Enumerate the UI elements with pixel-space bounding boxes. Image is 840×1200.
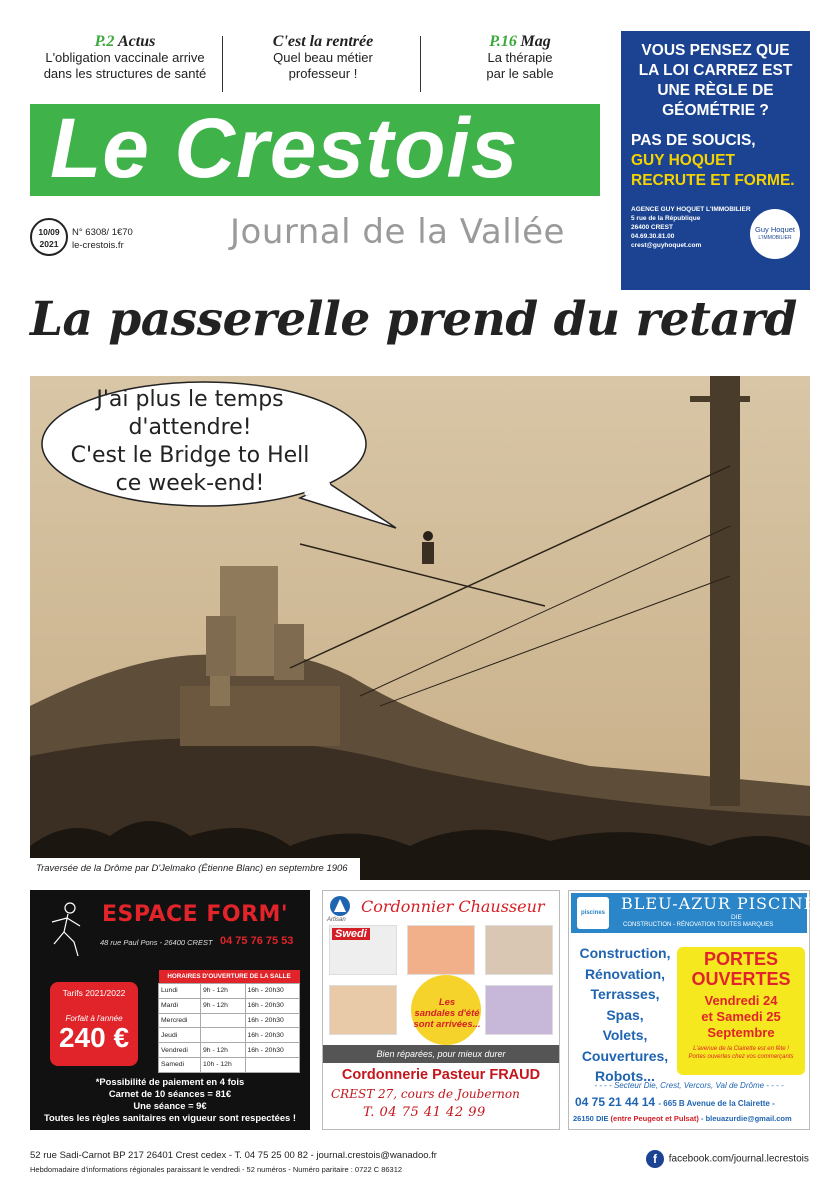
espace-form-phone[interactable]: 04 75 76 75 53 — [220, 935, 294, 947]
facebook-icon: f — [646, 1150, 664, 1168]
teaser-text: L'obligation vaccinale arrive — [45, 50, 205, 65]
footer-line: Toutes les règles sanitaires en vigueur sont respectées ! — [43, 1112, 296, 1123]
table-row — [159, 1028, 300, 1043]
hours-pm: 16h - 20h30 — [245, 998, 300, 1013]
ad-headline: VOUS PENSEZ QUE LA LOI CARREZ EST UNE RÈGLE DE GÉOMÉTRIE ? — [638, 42, 793, 119]
cordonnier-title: Cordonnier Chausseur — [361, 897, 545, 916]
divider — [222, 36, 223, 92]
divider — [420, 36, 421, 92]
list-item: Robots... — [595, 1068, 655, 1084]
tarif-box — [50, 982, 138, 1066]
teaser-title: Mag — [520, 33, 551, 50]
table-row — [159, 1013, 300, 1028]
hours-am: 9h - 12h — [201, 984, 246, 999]
hours-day: Mercredi — [159, 1013, 201, 1028]
open-days-date: et Samedi 25 — [701, 1009, 781, 1024]
date-day: 10/09 — [38, 227, 60, 237]
teaser-actus[interactable] — [40, 34, 210, 82]
piscine-city: DIE — [731, 914, 742, 921]
bleu-azur-piscine-ad[interactable] — [568, 890, 817, 1130]
piscine-phone[interactable]: 04 75 21 44 14 — [575, 1095, 656, 1109]
shoe-photo — [329, 985, 397, 1035]
tarif-label: Tarifs 2021/2022 — [62, 988, 126, 998]
open-days-title: PORTES — [703, 949, 778, 969]
newspaper-title: Le Crestois — [50, 101, 519, 195]
tarif-price: 240 € — [58, 1022, 130, 1053]
hours-am — [201, 1028, 246, 1043]
teaser-mag[interactable] — [440, 34, 600, 82]
sandales-line: Les — [438, 997, 456, 1008]
guy-hoquet-ad[interactable] — [621, 31, 810, 290]
main-headline[interactable]: La passerelle prend du retard — [30, 292, 797, 347]
facebook-link[interactable] — [646, 1150, 809, 1169]
artisan-logo-icon — [329, 895, 351, 917]
list-item: Terrasses, — [590, 986, 660, 1002]
teaser-text: La thérapie — [487, 50, 553, 65]
espace-form-footer — [30, 1076, 310, 1124]
date-badge — [30, 218, 68, 256]
table-row — [159, 1057, 300, 1072]
open-days-box — [677, 947, 805, 1075]
open-days-title: OUVERTES — [691, 969, 791, 989]
newspaper-subtitle: Journal de la Vallée — [230, 212, 565, 252]
hours-am: 9h - 12h — [201, 998, 246, 1013]
teaser-title: C'est la rentrée — [272, 33, 374, 50]
ad-address-line: 5 rue de la République — [631, 215, 701, 222]
hours-pm — [245, 1057, 300, 1072]
espace-form-address: 48 rue Paul Pons - 26400 CREST — [100, 938, 213, 947]
repair-slogan: Bien réparées, pour mieux durer — [323, 1045, 559, 1063]
logo-text: Guy Hoquet — [754, 225, 796, 234]
ad-highlight: GUY HOQUET RECRUTE ET FORME. — [631, 152, 795, 189]
shoe-photo — [407, 925, 475, 975]
issue-info — [72, 226, 133, 252]
teaser-rentree[interactable] — [238, 34, 408, 82]
shop-address: CREST 27, cours de Joubernon — [331, 1087, 520, 1101]
hours-day: Lundi — [159, 984, 201, 999]
shoe-photo — [485, 985, 553, 1035]
bubble-line: d'attendre! — [128, 415, 252, 440]
open-days-date: Vendredi 24 — [704, 993, 778, 1008]
sandales-line: sont arrivées... — [413, 1019, 481, 1030]
list-item: Construction, — [579, 945, 671, 961]
shoe-photo — [485, 925, 553, 975]
teaser-page-number: P.16 — [489, 33, 517, 50]
hours-am: 10h - 12h — [201, 1057, 246, 1072]
hours-day: Samedi — [159, 1057, 201, 1072]
list-item: Volets, — [602, 1027, 648, 1043]
shop-phone[interactable]: T. 04 75 41 42 99 — [363, 1105, 486, 1120]
hours-am: 9h - 12h — [201, 1043, 246, 1058]
espace-form-title: ESPACE FORM' — [102, 902, 289, 927]
piscine-contact — [575, 1095, 775, 1109]
sandales-announcement — [407, 981, 487, 1045]
espace-form-ad[interactable] — [30, 890, 310, 1130]
facebook-url[interactable]: facebook.com/journal.lecrestois — [668, 1153, 809, 1165]
piscine-email[interactable]: - bleuazurdie@gmail.com — [701, 1114, 792, 1123]
teaser-page-number: P.2 — [94, 33, 115, 50]
open-days-note: Portes ouvertes chez vos commerçants — [688, 1054, 794, 1060]
ad-address — [631, 205, 751, 250]
piscine-title: BLEU-AZUR PISCINE — [621, 894, 817, 913]
teaser-text: professeur ! — [288, 66, 358, 81]
hours-am — [201, 1013, 246, 1028]
piscine-city-line: 26150 DIE — [573, 1114, 609, 1123]
piscine-address-line — [573, 1114, 792, 1123]
runner-icon — [40, 900, 96, 960]
table-row — [159, 984, 300, 999]
table-row — [159, 1043, 300, 1058]
logo-subtext: L'IMMOBILIER — [758, 235, 792, 241]
piscine-logo: piscines — [577, 897, 609, 929]
hours-day: Jeudi — [159, 1028, 201, 1043]
artisan-label: Artisan — [327, 917, 346, 923]
footer-line: *Possibilité de paiement en 4 fois — [95, 1076, 245, 1087]
issue-number: N° 6308/ 1€70 — [72, 227, 133, 238]
hours-pm: 16h - 20h30 — [245, 1028, 300, 1043]
hours-pm: 16h - 20h30 — [245, 984, 300, 999]
ad-text: PAS DE SOUCIS, — [631, 132, 756, 149]
photo-caption: Traversée de la Drôme par D'Jelmako (Étienne Blanc) en septembre 1906 — [30, 858, 360, 880]
hours-pm: 16h - 20h30 — [245, 1013, 300, 1028]
piscine-address: - 665 B Avenue de la Clairette - — [658, 1099, 775, 1108]
open-days-note: L'avenue de la Clairette est en fête ! — [693, 1046, 789, 1052]
cordonnier-ad[interactable] — [322, 890, 560, 1130]
list-item: Rénovation, — [584, 965, 666, 982]
footer-contact: 52 rue Sadi-Carnot BP 217 26401 Crest cedex - T. 04 75 25 00 82 - journal.crestois@wanadoo.fr — [30, 1150, 437, 1161]
piscine-header — [571, 893, 817, 933]
guy-hoquet-logo — [750, 209, 800, 259]
ad-address-line: AGENCE GUY HOQUET L'IMMOBILIER — [631, 206, 751, 213]
hours-day: Mardi — [159, 998, 201, 1013]
ad-email: crest@guyhoquet.com — [631, 242, 702, 249]
piscine-location-note: (entre Peugeot et Pulsat) — [610, 1114, 699, 1123]
masthead — [30, 101, 600, 196]
brand-label: Swedi — [332, 928, 370, 940]
service-area: - - - - Secteur Die, Crest, Vercors, Val de Drôme - - - - — [594, 1081, 784, 1090]
list-item: Couvertures, — [581, 1047, 669, 1064]
speech-bubble-text — [30, 386, 350, 498]
ad-address-line: 26400 CREST — [631, 224, 673, 231]
footer-line: Une séance = 9€ — [133, 1100, 207, 1111]
ad-phone: 04.69.30.81.00 — [631, 233, 675, 240]
hours-day: Vendredi — [159, 1043, 201, 1058]
footer-legal: Hebdomadaire d'informations régionales paraissant le vendredi - 52 numéros - Numéro paritaire : 0722 C 86312 — [30, 1165, 403, 1174]
teaser-text: par le sable — [486, 66, 554, 81]
open-days-date: Septembre — [707, 1025, 775, 1040]
hours-title: HORAIRES D'OUVERTURE DE LA SALLE — [159, 970, 300, 984]
teaser-text: Quel beau métier — [273, 50, 373, 65]
shoe-photo — [329, 925, 397, 975]
shop-name: Cordonnerie Pasteur FRAUD — [341, 1067, 541, 1083]
forfait-label: Forfait à l'année — [65, 1014, 123, 1023]
footer-line: Carnet de 10 séances = 81€ — [108, 1088, 232, 1099]
table-row — [159, 998, 300, 1013]
sandales-line: sandales d'été — [414, 1008, 480, 1019]
services-list — [573, 943, 677, 1087]
teaser-text: dans les structures de santé — [43, 66, 207, 81]
hours-pm: 16h - 20h30 — [245, 1043, 300, 1058]
bubble-line: ce week-end! — [115, 471, 265, 496]
date-year: 2021 — [39, 239, 59, 249]
opening-hours-table — [158, 970, 300, 1073]
website-link[interactable]: le-crestois.fr — [72, 240, 124, 251]
bubble-line: J'ai plus le temps — [96, 387, 284, 412]
bubble-line: C'est le Bridge to Hell — [70, 443, 310, 468]
list-item: Spas, — [606, 1006, 644, 1023]
piscine-subtitle: CONSTRUCTION - RÉNOVATION TOUTES MARQUES — [623, 922, 774, 928]
teaser-title: Actus — [118, 33, 156, 50]
